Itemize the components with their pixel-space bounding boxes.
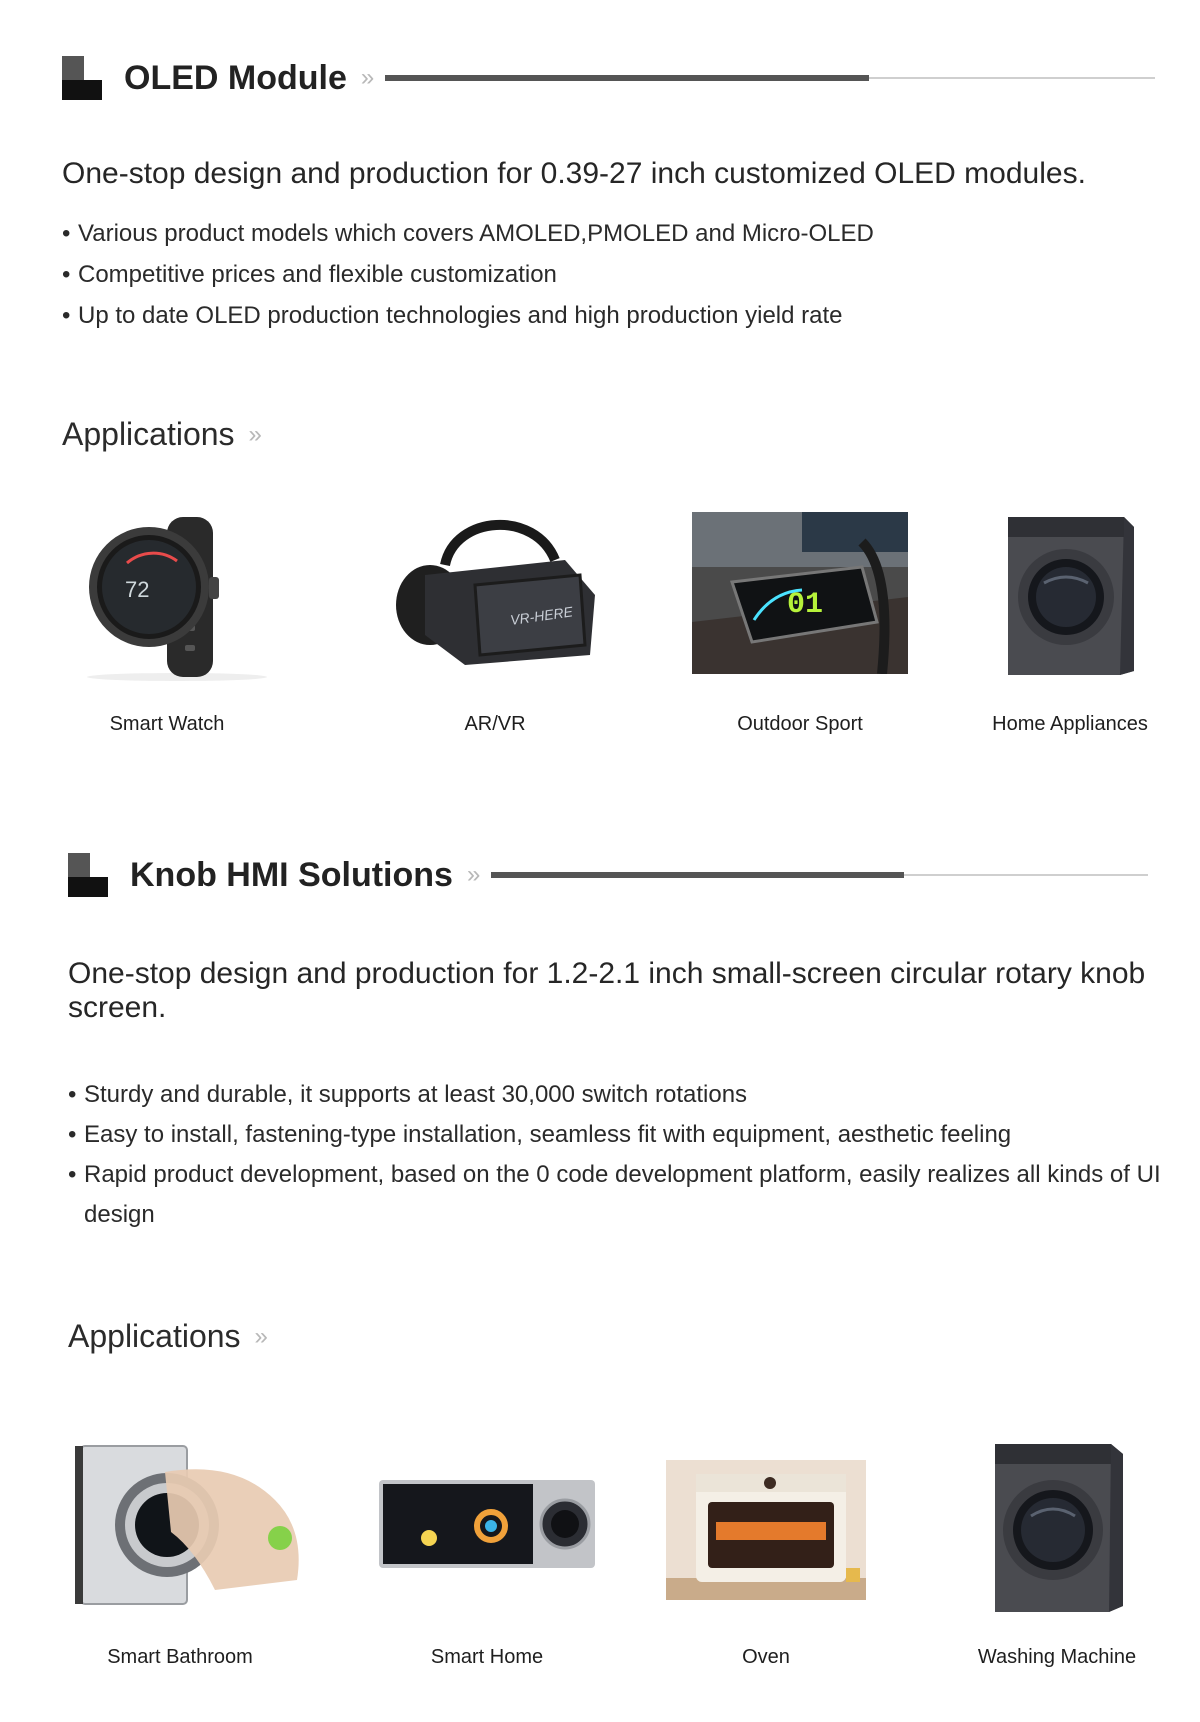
app-card-outdoor-sport bbox=[685, 505, 915, 735]
list-item: • Up to date OLED production technologies and high production yield rate bbox=[62, 295, 1142, 336]
app-label-washing-machine: Washing Machine bbox=[977, 1646, 1137, 1668]
bike-screen-text: 01 bbox=[787, 588, 824, 622]
app-card-home-appliances bbox=[955, 505, 1185, 735]
knob-section-header bbox=[68, 853, 1148, 897]
knob-feature-list bbox=[68, 1075, 1168, 1235]
oled-section-header bbox=[62, 56, 1162, 100]
chevron-right-icon: » bbox=[254, 1322, 265, 1350]
oled-lead-text: One-stop design and production for 0.39-27 inch customized OLED modules. bbox=[62, 157, 1086, 190]
brand-block-icon bbox=[68, 853, 108, 897]
knob-lead-text: One-stop design and production for 1.2-2.1 inch small-screen circular rotary knob screen. bbox=[68, 957, 1146, 1024]
app-card-oven bbox=[666, 1440, 866, 1680]
chevron-right-icon: » bbox=[248, 420, 259, 448]
oled-applications-header bbox=[62, 416, 273, 453]
app-card-smart-bathroom bbox=[75, 1440, 305, 1680]
app-label-outdoor-sport: Outdoor Sport bbox=[737, 713, 863, 735]
list-item: • Various product models which covers AMOLED,PMOLED and Micro-OLED bbox=[62, 213, 1142, 254]
smart-bathroom-knob-photo bbox=[75, 1440, 315, 1610]
smart-home-panel-photo bbox=[379, 1474, 595, 1574]
app-label-smart-home: Smart Home bbox=[430, 1646, 544, 1668]
app-label-home-appliances: Home Appliances bbox=[992, 713, 1148, 735]
chevron-right-icon: » bbox=[466, 861, 478, 888]
app-card-washing-machine bbox=[942, 1440, 1172, 1680]
app-card-ar-vr bbox=[380, 505, 610, 735]
watch-screen-text: 72 bbox=[125, 577, 150, 602]
applications-title: Applications bbox=[68, 1318, 241, 1354]
brand-block-icon bbox=[62, 56, 102, 100]
knob-section-title: Knob HMI Solutions bbox=[130, 855, 453, 894]
list-item: • Sturdy and durable, it supports at least 30,000 switch rotations bbox=[68, 1075, 1168, 1115]
vr-brand-text: VR-HERE bbox=[509, 603, 574, 628]
app-card-smart-watch bbox=[52, 505, 282, 735]
list-item: • Competitive prices and flexible customization bbox=[62, 254, 1142, 295]
oled-section-title: OLED Module bbox=[124, 58, 347, 97]
applications-title: Applications bbox=[62, 416, 235, 452]
knob-applications-header bbox=[68, 1318, 279, 1355]
washing-machine-photo bbox=[987, 1440, 1127, 1615]
oled-feature-list bbox=[62, 213, 1142, 336]
list-item: • Easy to install, fastening-type installation, seamless fit with equipment, aesthetic feeling bbox=[68, 1115, 1168, 1155]
app-label-smart-watch: Smart Watch bbox=[109, 713, 225, 735]
chevron-right-icon: » bbox=[360, 64, 372, 91]
smart-watch-photo bbox=[67, 505, 267, 685]
app-label-oven: Oven bbox=[742, 1646, 790, 1668]
section-divider bbox=[491, 872, 1148, 878]
vr-headset-photo bbox=[385, 505, 605, 685]
section-divider bbox=[385, 75, 1155, 81]
app-label-smart-bathroom: Smart Bathroom bbox=[107, 1646, 253, 1668]
list-item: • Rapid product development, based on the 0 code development platform, easily realizes all kinds of UI design bbox=[68, 1155, 1168, 1235]
app-label-ar-vr: AR/VR bbox=[464, 713, 526, 735]
washing-machine-photo bbox=[1000, 513, 1140, 678]
bike-display-photo bbox=[692, 512, 908, 674]
app-card-smart-home bbox=[377, 1440, 597, 1680]
oven-photo bbox=[666, 1460, 866, 1600]
